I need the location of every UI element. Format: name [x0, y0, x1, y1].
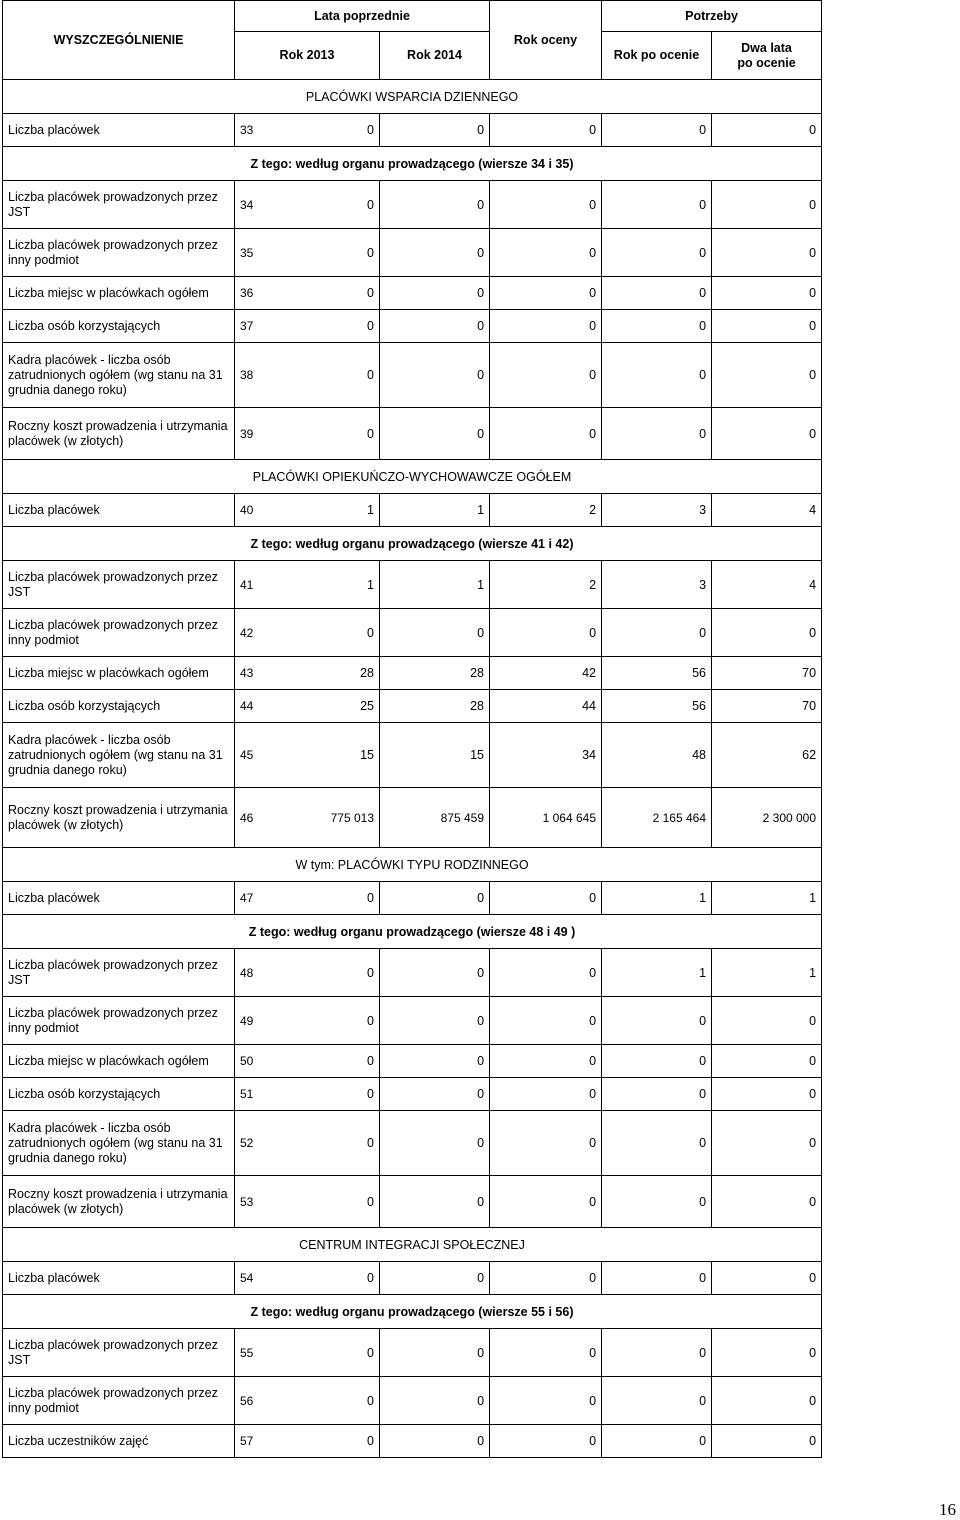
cell-value: 2 — [490, 494, 602, 527]
cell-value: 0 — [490, 1111, 602, 1176]
cell-value: 0 — [268, 1377, 380, 1425]
row-label: Roczny koszt prowadzenia i utrzymania placówek (w złotych) — [3, 408, 235, 460]
cell-value: 0 — [268, 229, 380, 277]
row-label: Kadra placówek - liczba osób zatrudnionych ogółem (wg stanu na 31 grudnia danego roku) — [3, 1111, 235, 1176]
row-number: 33 — [235, 114, 268, 147]
row-label: Liczba miejsc w placówkach ogółem — [3, 277, 235, 310]
cell-value: 0 — [602, 310, 712, 343]
cell-value: 0 — [380, 1329, 490, 1377]
row-label: Liczba osób korzystających — [3, 1078, 235, 1111]
cell-value: 56 — [602, 657, 712, 690]
cell-value: 0 — [490, 1425, 602, 1458]
table-header — [3, 1, 822, 80]
cell-value: 1 — [602, 949, 712, 997]
row-number: 36 — [235, 277, 268, 310]
row-number: 34 — [235, 181, 268, 229]
cell-value: 0 — [490, 1377, 602, 1425]
cell-value: 70 — [712, 690, 822, 723]
row-number: 57 — [235, 1425, 268, 1458]
cell-value: 0 — [268, 1329, 380, 1377]
cell-value: 0 — [712, 1111, 822, 1176]
cell-value: 4 — [712, 494, 822, 527]
cell-value: 15 — [380, 723, 490, 788]
cell-value: 25 — [268, 690, 380, 723]
cell-value: 0 — [602, 114, 712, 147]
row-label: Kadra placówek - liczba osób zatrudnionych ogółem (wg stanu na 31 grudnia danego roku) — [3, 723, 235, 788]
table-row — [3, 229, 822, 277]
row-number: 51 — [235, 1078, 268, 1111]
cell-value: 0 — [712, 609, 822, 657]
cell-value: 0 — [490, 1176, 602, 1228]
cell-value: 0 — [380, 229, 490, 277]
cell-value: 28 — [380, 690, 490, 723]
cell-value: 0 — [268, 343, 380, 408]
row-label: Liczba osób korzystających — [3, 310, 235, 343]
row-label: Liczba placówek — [3, 882, 235, 915]
cell-value: 0 — [268, 1111, 380, 1176]
row-number: 53 — [235, 1176, 268, 1228]
cell-value: 1 — [380, 494, 490, 527]
cell-value: 0 — [268, 882, 380, 915]
cell-value: 0 — [380, 277, 490, 310]
table-row — [3, 690, 822, 723]
row-label: Roczny koszt prowadzenia i utrzymania placówek (w złotych) — [3, 1176, 235, 1228]
cell-value: 48 — [602, 723, 712, 788]
cell-value: 1 — [602, 882, 712, 915]
cell-value: 0 — [712, 114, 822, 147]
cell-value: 0 — [380, 949, 490, 997]
table-row — [3, 882, 822, 915]
cell-value: 0 — [712, 1425, 822, 1458]
cell-value: 0 — [490, 277, 602, 310]
row-label: Liczba placówek prowadzonych przez JST — [3, 949, 235, 997]
cell-value: 2 — [490, 561, 602, 609]
table-row — [3, 561, 822, 609]
row-label: Liczba placówek prowadzonych przez JST — [3, 561, 235, 609]
table-row — [3, 1262, 822, 1295]
cell-value: 62 — [712, 723, 822, 788]
cell-value: 0 — [380, 1045, 490, 1078]
row-number: 46 — [235, 788, 268, 848]
cell-value: 0 — [490, 408, 602, 460]
table-row — [3, 1329, 822, 1377]
cell-value: 0 — [602, 408, 712, 460]
cell-value: 0 — [490, 609, 602, 657]
row-number: 47 — [235, 882, 268, 915]
cell-value: 0 — [380, 609, 490, 657]
header-year-2013: Rok 2013 — [235, 32, 380, 80]
row-label: Liczba placówek — [3, 494, 235, 527]
cell-value: 0 — [380, 310, 490, 343]
data-table — [2, 0, 822, 1458]
row-number: 56 — [235, 1377, 268, 1425]
header-description: WYSZCZEGÓLNIENIE — [3, 1, 235, 80]
cell-value: 0 — [712, 1045, 822, 1078]
subhead-text: Z tego: według organu prowadzącego (wiersze 34 i 35) — [3, 147, 822, 181]
row-label: Liczba osób korzystających — [3, 690, 235, 723]
subhead-text: Z tego: według organu prowadzącego (wiersze 48 i 49 ) — [3, 915, 822, 949]
table-row — [3, 949, 822, 997]
cell-value: 1 064 645 — [490, 788, 602, 848]
cell-value: 0 — [268, 1262, 380, 1295]
header-two-years-after: Dwa lata po ocenie — [712, 32, 822, 80]
table-row — [3, 1045, 822, 1078]
table-row — [3, 1425, 822, 1458]
row-number: 42 — [235, 609, 268, 657]
table-row — [3, 1111, 822, 1176]
table-row — [3, 494, 822, 527]
section-row — [3, 80, 822, 114]
cell-value: 0 — [380, 1377, 490, 1425]
row-number: 55 — [235, 1329, 268, 1377]
section-row — [3, 848, 822, 882]
row-label: Liczba placówek prowadzonych przez inny podmiot — [3, 229, 235, 277]
row-number: 48 — [235, 949, 268, 997]
row-label: Liczba placówek prowadzonych przez JST — [3, 181, 235, 229]
cell-value: 0 — [380, 408, 490, 460]
cell-value: 0 — [380, 1111, 490, 1176]
cell-value: 0 — [602, 1262, 712, 1295]
cell-value: 0 — [712, 343, 822, 408]
header-year-after: Rok po ocenie — [602, 32, 712, 80]
cell-value: 0 — [712, 229, 822, 277]
cell-value: 3 — [602, 561, 712, 609]
cell-value: 0 — [268, 1425, 380, 1458]
cell-value: 3 — [602, 494, 712, 527]
table-row — [3, 1078, 822, 1111]
cell-value: 0 — [602, 1329, 712, 1377]
row-number: 43 — [235, 657, 268, 690]
table-row — [3, 1377, 822, 1425]
cell-value: 0 — [268, 310, 380, 343]
row-number: 35 — [235, 229, 268, 277]
table-row — [3, 657, 822, 690]
cell-value: 0 — [268, 1176, 380, 1228]
row-number: 40 — [235, 494, 268, 527]
subhead-row — [3, 1295, 822, 1329]
row-label: Liczba placówek prowadzonych przez JST — [3, 1329, 235, 1377]
cell-value: 0 — [712, 1329, 822, 1377]
subhead-text: Z tego: według organu prowadzącego (wiersze 55 i 56) — [3, 1295, 822, 1329]
cell-value: 15 — [268, 723, 380, 788]
table-row — [3, 277, 822, 310]
cell-value: 0 — [602, 1176, 712, 1228]
cell-value: 0 — [380, 882, 490, 915]
cell-value: 0 — [490, 1262, 602, 1295]
cell-value: 0 — [268, 997, 380, 1045]
cell-value: 42 — [490, 657, 602, 690]
cell-value: 0 — [380, 1425, 490, 1458]
cell-value: 0 — [602, 609, 712, 657]
row-label: Liczba placówek prowadzonych przez inny podmiot — [3, 609, 235, 657]
row-number: 54 — [235, 1262, 268, 1295]
cell-value: 0 — [380, 1078, 490, 1111]
cell-value: 0 — [602, 1078, 712, 1111]
section-title: PLACÓWKI WSPARCIA DZIENNEGO — [3, 80, 822, 114]
table-row — [3, 609, 822, 657]
cell-value: 0 — [602, 1111, 712, 1176]
cell-value: 0 — [490, 1078, 602, 1111]
cell-value: 0 — [602, 997, 712, 1045]
row-number: 52 — [235, 1111, 268, 1176]
cell-value: 0 — [490, 114, 602, 147]
cell-value: 70 — [712, 657, 822, 690]
cell-value: 44 — [490, 690, 602, 723]
cell-value: 0 — [490, 343, 602, 408]
cell-value: 0 — [268, 949, 380, 997]
cell-value: 0 — [602, 229, 712, 277]
subhead-row — [3, 527, 822, 561]
table-row — [3, 310, 822, 343]
row-label: Roczny koszt prowadzenia i utrzymania placówek (w złotych) — [3, 788, 235, 848]
row-label: Liczba placówek prowadzonych przez inny podmiot — [3, 997, 235, 1045]
row-label: Liczba placówek — [3, 1262, 235, 1295]
cell-value: 0 — [602, 1425, 712, 1458]
cell-value: 0 — [268, 408, 380, 460]
cell-value: 0 — [602, 1045, 712, 1078]
cell-value: 0 — [490, 949, 602, 997]
subhead-row — [3, 915, 822, 949]
table-row — [3, 343, 822, 408]
cell-value: 4 — [712, 561, 822, 609]
section-title: PLACÓWKI OPIEKUŃCZO-WYCHOWAWCZE OGÓŁEM — [3, 460, 822, 494]
cell-value: 0 — [380, 1262, 490, 1295]
row-number: 50 — [235, 1045, 268, 1078]
cell-value: 0 — [268, 277, 380, 310]
header-assessment-year: Rok oceny — [490, 1, 602, 80]
cell-value: 0 — [712, 1377, 822, 1425]
row-label: Liczba miejsc w placówkach ogółem — [3, 1045, 235, 1078]
page-number: 16 — [939, 1500, 956, 1519]
row-number: 41 — [235, 561, 268, 609]
cell-value: 0 — [490, 229, 602, 277]
cell-value: 0 — [380, 1176, 490, 1228]
cell-value: 0 — [490, 1045, 602, 1078]
cell-value: 1 — [268, 561, 380, 609]
header-previous-years: Lata poprzednie — [235, 1, 490, 32]
cell-value: 28 — [268, 657, 380, 690]
table-body — [3, 80, 822, 1458]
table-row — [3, 1176, 822, 1228]
cell-value: 0 — [712, 408, 822, 460]
cell-value: 0 — [268, 609, 380, 657]
cell-value: 0 — [490, 310, 602, 343]
table-row — [3, 114, 822, 147]
subhead-row — [3, 147, 822, 181]
cell-value: 0 — [490, 882, 602, 915]
cell-value: 0 — [380, 114, 490, 147]
cell-value: 0 — [712, 1078, 822, 1111]
cell-value: 0 — [602, 343, 712, 408]
cell-value: 0 — [268, 1078, 380, 1111]
subhead-text: Z tego: według organu prowadzącego (wiersze 41 i 42) — [3, 527, 822, 561]
cell-value: 775 013 — [268, 788, 380, 848]
row-number: 39 — [235, 408, 268, 460]
section-row — [3, 460, 822, 494]
cell-value: 0 — [712, 997, 822, 1045]
cell-value: 0 — [380, 343, 490, 408]
row-label: Liczba miejsc w placówkach ogółem — [3, 657, 235, 690]
cell-value: 0 — [268, 181, 380, 229]
row-label: Kadra placówek - liczba osób zatrudnionych ogółem (wg stanu na 31 grudnia danego roku) — [3, 343, 235, 408]
header-needs: Potrzeby — [602, 1, 822, 32]
cell-value: 875 459 — [380, 788, 490, 848]
row-number: 49 — [235, 997, 268, 1045]
cell-value: 0 — [712, 181, 822, 229]
table-row — [3, 997, 822, 1045]
cell-value: 0 — [380, 997, 490, 1045]
cell-value: 0 — [490, 997, 602, 1045]
row-label: Liczba uczestników zajęć — [3, 1425, 235, 1458]
cell-value: 1 — [712, 949, 822, 997]
cell-value: 0 — [602, 1377, 712, 1425]
row-label: Liczba placówek — [3, 114, 235, 147]
table-row — [3, 723, 822, 788]
cell-value: 0 — [712, 277, 822, 310]
cell-value: 0 — [268, 1045, 380, 1078]
cell-value: 0 — [380, 181, 490, 229]
cell-value: 2 165 464 — [602, 788, 712, 848]
cell-value: 1 — [712, 882, 822, 915]
row-number: 44 — [235, 690, 268, 723]
cell-value: 0 — [712, 1176, 822, 1228]
cell-value: 2 300 000 — [712, 788, 822, 848]
cell-value: 0 — [712, 310, 822, 343]
header-year-2014: Rok 2014 — [380, 32, 490, 80]
row-number: 37 — [235, 310, 268, 343]
cell-value: 0 — [268, 114, 380, 147]
section-row — [3, 1228, 822, 1262]
cell-value: 28 — [380, 657, 490, 690]
row-number: 45 — [235, 723, 268, 788]
cell-value: 0 — [712, 1262, 822, 1295]
row-label: Liczba placówek prowadzonych przez inny podmiot — [3, 1377, 235, 1425]
table-row — [3, 788, 822, 848]
section-title: W tym: PLACÓWKI TYPU RODZINNEGO — [3, 848, 822, 882]
cell-value: 0 — [490, 181, 602, 229]
cell-value: 0 — [602, 277, 712, 310]
cell-value: 0 — [490, 1329, 602, 1377]
cell-value: 0 — [602, 181, 712, 229]
row-number: 38 — [235, 343, 268, 408]
cell-value: 1 — [268, 494, 380, 527]
cell-value: 1 — [380, 561, 490, 609]
table-row — [3, 181, 822, 229]
cell-value: 56 — [602, 690, 712, 723]
table-row — [3, 408, 822, 460]
section-title: CENTRUM INTEGRACJI SPOŁECZNEJ — [3, 1228, 822, 1262]
cell-value: 34 — [490, 723, 602, 788]
